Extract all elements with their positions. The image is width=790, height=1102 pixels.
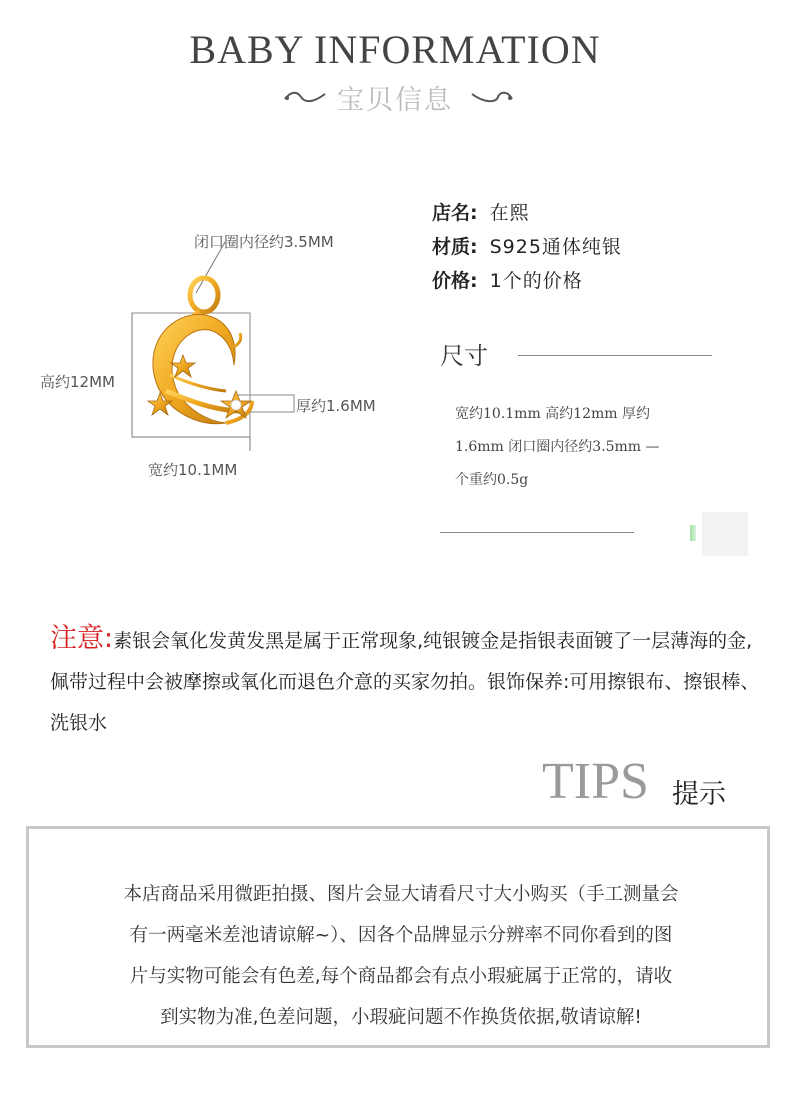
notice-key: 注意: xyxy=(50,623,114,654)
notice-paragraph xyxy=(50,618,762,744)
info-value: 1个的价格 xyxy=(489,270,583,292)
tips-box xyxy=(26,826,770,1048)
tips-line-3: 片与实物可能会有色差,每个商品都会有点小瑕疵属于正常的，请收 xyxy=(129,966,673,987)
subtitle-row xyxy=(0,78,790,114)
size-line-1: 宽约10.1mm 高约12mm 厚约 xyxy=(455,406,650,422)
size-description xyxy=(455,398,705,497)
size-line-3: 个重约0.5g xyxy=(455,472,529,488)
info-row-price xyxy=(432,266,622,300)
page-subtitle: 宝贝信息 xyxy=(337,85,453,116)
tips-line-1: 本店商品采用微距拍摄、图片会显大请看尺寸大小购买（手工测量会 xyxy=(123,884,679,905)
notice-text: 素银会氧化发黄发黑是属于正常现象,纯银镀金是指银表面镀了一层薄海的金,佩带过程中会被摩擦或氧化而退色介意的买家勿拍。银饰保养:可用擦银布、擦银棒、洗银水 xyxy=(50,630,760,734)
tips-title-cn: 提示 xyxy=(672,779,726,810)
product-image xyxy=(20,215,400,515)
thickness-label: 厚约1.6MM xyxy=(296,397,376,415)
width-label: 宽约10.1MM xyxy=(148,461,238,479)
size-bottom-divider xyxy=(440,532,634,533)
size-divider xyxy=(518,355,712,356)
size-heading: 尺寸 xyxy=(440,342,488,370)
tips-line-4: 到实物为准,色差问题，小瑕疵问题不作换货依据,敬请谅解! xyxy=(160,1007,642,1028)
info-list xyxy=(432,198,622,300)
decorative-block xyxy=(702,512,748,556)
decorative-mark xyxy=(690,525,696,541)
tips-text xyxy=(65,874,737,1038)
tips-title-en: TIPS xyxy=(542,753,649,810)
tips-line-2: 有一两毫米差池请谅解~）、因各个品牌显示分辨率不同你看到的图 xyxy=(129,925,673,946)
info-row-material xyxy=(432,232,622,266)
info-key: 价格: xyxy=(432,270,478,292)
info-row-shop xyxy=(432,198,622,232)
right-swirl-ornament xyxy=(470,90,514,104)
info-key: 材质: xyxy=(432,236,478,258)
ring-inner-diameter-label: 闭口圈内径约3.5MM xyxy=(194,233,334,251)
info-value: S925通体纯银 xyxy=(489,236,622,258)
size-line-2: 1.6mm 闭口圈内径约3.5mm — xyxy=(455,439,660,455)
height-label: 高约12MM xyxy=(40,373,115,391)
info-value: 在熙 xyxy=(489,202,530,224)
page-title: BABY INFORMATION xyxy=(189,27,601,72)
info-key: 店名: xyxy=(432,202,478,224)
